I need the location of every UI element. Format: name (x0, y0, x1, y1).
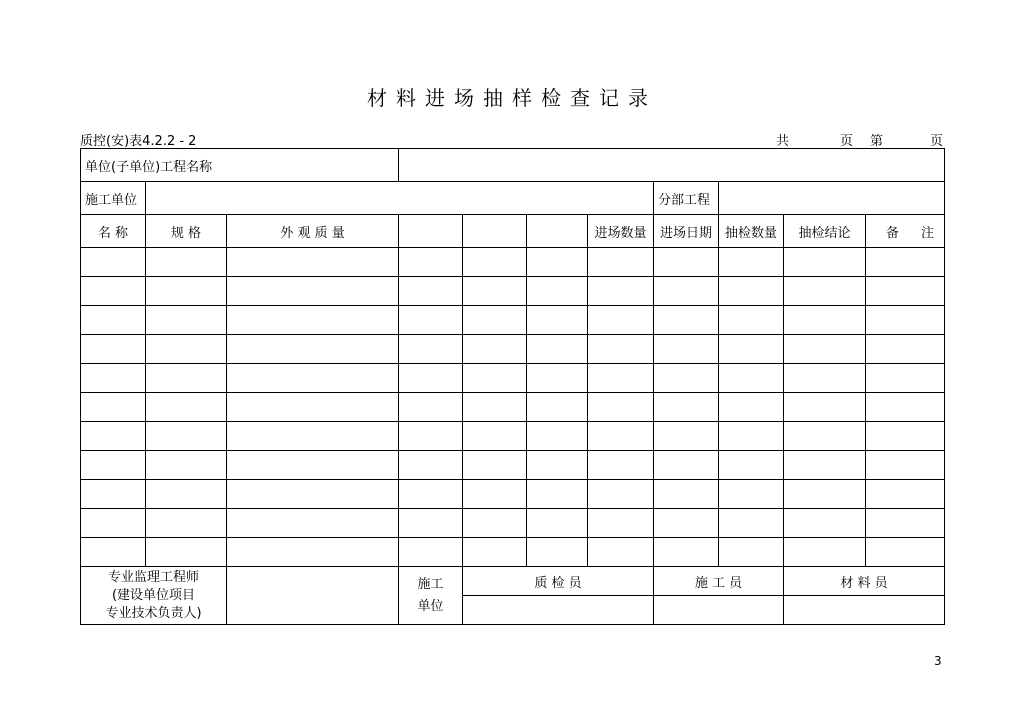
table-cell[interactable] (146, 422, 227, 451)
table-cell[interactable] (527, 422, 588, 451)
table-cell[interactable] (719, 538, 784, 567)
table-cell[interactable] (654, 480, 719, 509)
table-cell[interactable] (81, 277, 146, 306)
supervisor-line-3: 专业技术负责人) (105, 605, 202, 621)
table-cell[interactable] (399, 277, 463, 306)
table-row (81, 335, 945, 364)
signature-row-top (81, 567, 945, 596)
header-sample-qty: 抽检数量 (719, 215, 784, 248)
table-cell[interactable] (527, 335, 588, 364)
table-cell[interactable] (866, 335, 945, 364)
page-nth-label: 第 (870, 134, 884, 149)
table-cell[interactable] (866, 248, 945, 277)
table-cell[interactable] (866, 393, 945, 422)
table-cell[interactable] (719, 277, 784, 306)
table-cell[interactable] (588, 451, 654, 480)
table-cell[interactable] (399, 422, 463, 451)
table-cell[interactable] (399, 451, 463, 480)
table-cell[interactable] (527, 364, 588, 393)
table-row (81, 480, 945, 509)
table-cell[interactable] (146, 480, 227, 509)
header-spec: 规 格 (146, 215, 227, 248)
material-signature-field[interactable] (784, 596, 945, 625)
construction-unit-label: 施工单位 (81, 182, 146, 215)
table-cell[interactable] (227, 480, 399, 509)
table-cell[interactable] (463, 509, 527, 538)
table-cell[interactable] (784, 393, 866, 422)
table-cell[interactable] (399, 393, 463, 422)
table-cell[interactable] (81, 393, 146, 422)
table-cell[interactable] (463, 364, 527, 393)
table-cell[interactable] (784, 248, 866, 277)
header-conclusion: 抽检结论 (784, 215, 866, 248)
table-cell[interactable] (784, 335, 866, 364)
builder-signature-field[interactable] (654, 596, 784, 625)
supervisor-signature-field[interactable] (227, 567, 399, 625)
page-total-label: 共 (776, 134, 790, 149)
table-cell[interactable] (463, 422, 527, 451)
form-code: 质控(安)表4.2.2 - 2 (80, 134, 197, 149)
page-number: 3 (934, 654, 942, 668)
table-cell[interactable] (146, 538, 227, 567)
table-cell[interactable] (719, 509, 784, 538)
table-cell[interactable] (227, 306, 399, 335)
table-cell[interactable] (81, 509, 146, 538)
table-cell[interactable] (588, 277, 654, 306)
table-cell[interactable] (527, 538, 588, 567)
supervisor-line-1: 专业监理工程师 (107, 569, 199, 585)
table-row (81, 393, 945, 422)
table-row (81, 277, 945, 306)
unit-line-1: 施工 (417, 576, 444, 592)
table-cell[interactable] (227, 277, 399, 306)
column-header-row (81, 215, 945, 248)
table-cell[interactable] (654, 364, 719, 393)
header-blank-2 (463, 215, 527, 248)
table-cell[interactable] (527, 277, 588, 306)
table-cell[interactable] (784, 306, 866, 335)
inspection-record-table (80, 148, 945, 625)
table-cell[interactable] (654, 538, 719, 567)
table-cell[interactable] (399, 509, 463, 538)
page-unit-label: 页 (840, 134, 854, 149)
table-cell[interactable] (654, 335, 719, 364)
table-cell[interactable] (227, 538, 399, 567)
table-cell[interactable] (719, 451, 784, 480)
page-title: 材料进场抽样检查记录 (367, 86, 657, 110)
table-row (81, 364, 945, 393)
table-cell[interactable] (866, 306, 945, 335)
table-cell[interactable] (81, 538, 146, 567)
header-appearance: 外 观 质 量 (227, 215, 399, 248)
table-cell[interactable] (527, 480, 588, 509)
table-cell[interactable] (719, 364, 784, 393)
table-cell[interactable] (784, 422, 866, 451)
table-row (81, 509, 945, 538)
table-cell[interactable] (81, 364, 146, 393)
table-cell[interactable] (654, 393, 719, 422)
construction-unit-row (81, 182, 945, 215)
table-cell[interactable] (527, 248, 588, 277)
table-cell[interactable] (399, 364, 463, 393)
table-cell[interactable] (146, 248, 227, 277)
header-remark (866, 215, 945, 248)
table-row (81, 248, 945, 277)
table-cell[interactable] (588, 422, 654, 451)
table-cell[interactable] (654, 248, 719, 277)
table-cell[interactable] (227, 451, 399, 480)
table-cell[interactable] (527, 509, 588, 538)
table-cell[interactable] (588, 364, 654, 393)
table-cell[interactable] (654, 306, 719, 335)
supervisor-label (81, 567, 227, 625)
material-label: 材 料 员 (784, 567, 945, 596)
table-cell[interactable] (463, 480, 527, 509)
sub-project-field[interactable] (719, 182, 945, 215)
table-cell[interactable] (588, 538, 654, 567)
table-cell[interactable] (227, 335, 399, 364)
table-cell[interactable] (784, 509, 866, 538)
table-cell[interactable] (146, 335, 227, 364)
table-row (81, 422, 945, 451)
header-quantity: 进场数量 (588, 215, 654, 248)
table-cell[interactable] (463, 393, 527, 422)
table-cell[interactable] (463, 335, 527, 364)
table-cell[interactable] (527, 451, 588, 480)
table-cell[interactable] (399, 306, 463, 335)
table-cell[interactable] (654, 509, 719, 538)
table-cell[interactable] (784, 538, 866, 567)
table-cell[interactable] (527, 306, 588, 335)
table-cell[interactable] (227, 509, 399, 538)
table-cell[interactable] (146, 509, 227, 538)
table-cell[interactable] (654, 277, 719, 306)
table-cell[interactable] (146, 451, 227, 480)
table-cell[interactable] (81, 422, 146, 451)
table-cell[interactable] (527, 393, 588, 422)
table-cell[interactable] (227, 248, 399, 277)
table-cell[interactable] (463, 306, 527, 335)
header-remark-a: 备 (886, 225, 900, 241)
supervisor-line-2: (建设单位项目 (111, 587, 196, 603)
table-cell[interactable] (146, 306, 227, 335)
table-cell[interactable] (588, 306, 654, 335)
table-cell[interactable] (866, 451, 945, 480)
header-date: 进场日期 (654, 215, 719, 248)
table-cell[interactable] (399, 538, 463, 567)
table-cell[interactable] (719, 306, 784, 335)
table-cell[interactable] (654, 422, 719, 451)
table-cell[interactable] (588, 480, 654, 509)
table-cell[interactable] (81, 248, 146, 277)
table-cell[interactable] (866, 538, 945, 567)
table-cell[interactable] (784, 364, 866, 393)
construction-unit-sign-label (399, 567, 463, 625)
project-name-label: 单位(子单位)工程名称 (81, 149, 399, 182)
table-cell[interactable] (719, 422, 784, 451)
table-cell[interactable] (866, 364, 945, 393)
project-name-field[interactable] (399, 149, 945, 182)
table-cell[interactable] (784, 451, 866, 480)
table-cell[interactable] (654, 451, 719, 480)
builder-label: 施 工 员 (654, 567, 784, 596)
table-cell[interactable] (588, 509, 654, 538)
table-cell[interactable] (588, 393, 654, 422)
table-cell[interactable] (463, 277, 527, 306)
table-cell[interactable] (719, 335, 784, 364)
table-cell[interactable] (463, 248, 527, 277)
table-cell[interactable] (227, 364, 399, 393)
table-cell[interactable] (784, 480, 866, 509)
table-cell[interactable] (588, 335, 654, 364)
table-cell[interactable] (399, 480, 463, 509)
table-row (81, 451, 945, 480)
table-cell[interactable] (784, 277, 866, 306)
table-cell[interactable] (399, 335, 463, 364)
unit-line-2: 单位 (417, 598, 444, 614)
page-info (776, 130, 944, 149)
table-cell[interactable] (81, 451, 146, 480)
table-cell[interactable] (399, 248, 463, 277)
header-blank-1 (399, 215, 463, 248)
header-remark-b: 注 (921, 225, 935, 241)
table-cell[interactable] (81, 480, 146, 509)
inspector-signature-field[interactable] (463, 596, 654, 625)
table-cell[interactable] (227, 422, 399, 451)
page-unit-label-2: 页 (930, 134, 944, 149)
inspector-label: 质 检 员 (463, 567, 654, 596)
table-cell[interactable] (81, 306, 146, 335)
table-cell[interactable] (719, 248, 784, 277)
table-cell[interactable] (81, 335, 146, 364)
header-name: 名 称 (81, 215, 146, 248)
table-cell[interactable] (719, 480, 784, 509)
table-cell[interactable] (866, 480, 945, 509)
table-cell[interactable] (146, 393, 227, 422)
table-cell[interactable] (146, 277, 227, 306)
table-cell[interactable] (463, 538, 527, 567)
table-cell[interactable] (866, 422, 945, 451)
header-blank-3 (527, 215, 588, 248)
sub-project-label: 分部工程 (654, 182, 719, 215)
table-cell[interactable] (588, 248, 654, 277)
table-cell[interactable] (146, 364, 227, 393)
table-cell[interactable] (227, 393, 399, 422)
table-row (81, 538, 945, 567)
table-cell[interactable] (463, 451, 527, 480)
construction-unit-field[interactable] (146, 182, 654, 215)
table-cell[interactable] (866, 277, 945, 306)
table-cell[interactable] (866, 509, 945, 538)
project-name-row (81, 149, 945, 182)
table-row (81, 306, 945, 335)
table-cell[interactable] (719, 393, 784, 422)
